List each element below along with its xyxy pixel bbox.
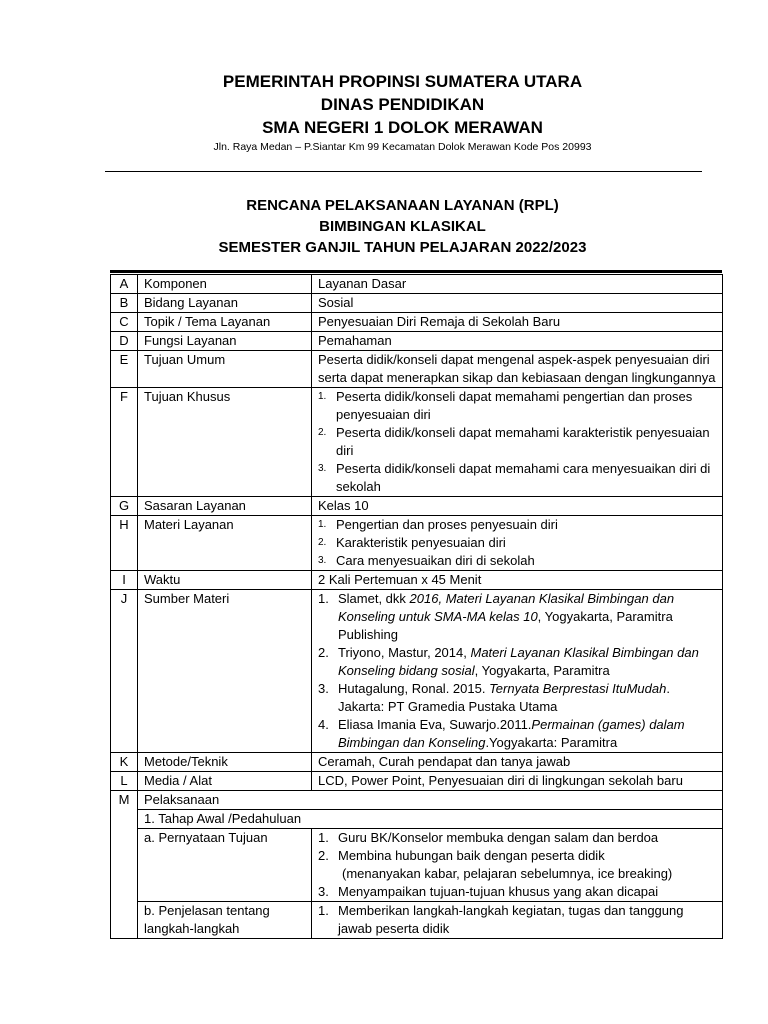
materi-list <box>318 516 716 570</box>
table-row <box>111 294 723 313</box>
penjelasan-list <box>318 902 716 938</box>
row-value <box>312 902 723 939</box>
table-row <box>111 332 723 351</box>
ref-title: Materi Layanan Klasikal Bimbingan dan Konseling bidang sosial <box>338 645 699 678</box>
list-number: 1. <box>318 591 329 606</box>
list-text: Peserta didik/konseli dapat memahami karakteristik penyesuaian diri <box>336 425 710 458</box>
document-title <box>100 195 705 258</box>
row-label: Sumber Materi <box>138 590 312 753</box>
row-code: C <box>111 313 138 332</box>
list-item <box>318 847 716 865</box>
list-number: 3. <box>318 463 327 474</box>
row-label: Komponen <box>138 275 312 294</box>
list-item <box>318 388 716 424</box>
row-code: H <box>111 516 138 571</box>
table-row <box>111 772 723 791</box>
list-text: (menanyakan kabar, pelajaran sebelumnya, ice breaking) <box>342 866 673 881</box>
list-text: Guru BK/Konselor membuka dengan salam dan berdoa <box>338 830 659 845</box>
ref-author: Triyono, Mastur, 2014, <box>338 645 471 660</box>
list-item <box>318 534 716 552</box>
row-code: D <box>111 332 138 351</box>
list-text: Peserta didik/konseli dapat memahami pengertian dan proses penyesuaian diri <box>336 389 693 422</box>
row-label: Tujuan Umum <box>138 351 312 388</box>
row-value: LCD, Power Point, Penyesuaian diri di lingkungan sekolah baru <box>312 772 723 791</box>
table-row <box>111 791 723 810</box>
list-text: Peserta didik/konseli dapat memahami cara menyesuaikan diri di sekolah <box>336 461 711 494</box>
title-line-2: BIMBINGAN KLASIKAL <box>319 218 486 235</box>
letterhead-address: Jln. Raya Medan – P.Siantar Km 99 Kecamatan Dolok Merawan Kode Pos 20993 <box>213 141 592 153</box>
ref-year: 2016, <box>409 591 446 606</box>
row-value: Sosial <box>312 294 723 313</box>
row-label: Topik / Tema Layanan <box>138 313 312 332</box>
row-code: I <box>111 571 138 590</box>
row-code: K <box>111 753 138 772</box>
letterhead <box>100 70 705 154</box>
table-row <box>111 516 723 571</box>
row-label: Materi Layanan <box>138 516 312 571</box>
list-text: Membina hubungan baik dengan peserta didik <box>338 848 605 863</box>
list-item <box>318 460 716 496</box>
list-number: 3. <box>318 555 327 566</box>
row-code: G <box>111 497 138 516</box>
list-number: 2. <box>318 427 327 438</box>
list-item <box>318 552 716 570</box>
table-row <box>111 275 723 294</box>
row-value <box>312 590 723 753</box>
row-code: E <box>111 351 138 388</box>
table-row <box>111 571 723 590</box>
row-label: Sasaran Layanan <box>138 497 312 516</box>
list-text: Memberikan langkah-langkah kegiatan, tugas dan tanggung jawab peserta didik <box>338 903 684 936</box>
table-row <box>111 313 723 332</box>
ref-title: Ternyata Berprestasi ItuMudah <box>489 681 667 696</box>
list-item <box>318 590 716 644</box>
row-label: Waktu <box>138 571 312 590</box>
ref-publisher: , Yogyakarta, Paramitra <box>474 663 610 678</box>
table-row <box>111 351 723 388</box>
list-text: Karakteristik penyesuaian diri <box>336 535 506 550</box>
row-value: Kelas 10 <box>312 497 723 516</box>
sub-label <box>138 829 312 902</box>
ref-publisher: . Jakarta: PT Gramedia Pustaka Utama <box>338 681 670 714</box>
sub-label-text: b. Penjelasan tentang langkah-langkah <box>144 903 270 936</box>
letterhead-divider <box>105 171 702 172</box>
row-label: Bidang Layanan <box>138 294 312 313</box>
table-row <box>111 388 723 497</box>
letterhead-line-3: SMA NEGERI 1 DOLOK MERAWAN <box>262 118 543 137</box>
table-row <box>111 902 723 939</box>
row-code: F <box>111 388 138 497</box>
list-item <box>318 680 716 716</box>
sub-label-text: a. Pernyataan Tujuan <box>144 830 268 845</box>
list-number: 1. <box>318 391 327 402</box>
ref-author: Slamet, dkk <box>338 591 410 606</box>
row-code: J <box>111 590 138 753</box>
ref-publisher: , Yogyakarta, Paramitra Publishing <box>338 609 673 642</box>
row-value: Ceramah, Curah pendapat dan tanya jawab <box>312 753 723 772</box>
ref-author: Hutagalung, Ronal. 2015. <box>338 681 490 696</box>
list-item <box>318 424 716 460</box>
sub-label <box>138 902 312 939</box>
stage-heading: 1. Tahap Awal /Pedahuluan <box>138 810 723 829</box>
row-value <box>312 388 723 497</box>
list-number: 3. <box>318 681 329 696</box>
list-number: 3. <box>318 884 329 899</box>
ref-author: Eliasa Imania Eva, Suwarjo.2011. <box>338 717 532 732</box>
letterhead-line-2: DINAS PENDIDIKAN <box>320 95 485 114</box>
row-label: Fungsi Layanan <box>138 332 312 351</box>
row-value <box>312 829 723 902</box>
row-code: M <box>111 791 138 939</box>
list-number: 1. <box>318 519 327 530</box>
list-number: 2. <box>318 645 329 660</box>
list-number: 2. <box>318 537 327 548</box>
list-number: 2. <box>318 848 329 863</box>
list-item <box>318 829 716 847</box>
row-label: Metode/Teknik <box>138 753 312 772</box>
title-line-3: SEMESTER GANJIL TAHUN PELAJARAN 2022/2023 <box>218 239 587 256</box>
list-text: Pengertian dan proses penyesuain diri <box>336 517 558 532</box>
table-row <box>111 810 723 829</box>
list-number: 1. <box>318 830 329 845</box>
table-row <box>111 753 723 772</box>
list-item <box>318 865 716 883</box>
table-row <box>111 829 723 902</box>
pernyataan-tujuan-list <box>318 829 716 901</box>
list-item <box>318 644 716 680</box>
rpl-table <box>110 274 723 939</box>
ref-publisher: .Yogyakarta: Paramitra <box>485 735 618 750</box>
table-row <box>111 497 723 516</box>
row-value: Layanan Dasar <box>312 275 723 294</box>
list-number: 1. <box>318 903 329 918</box>
row-value: Penyesuaian Diri Remaja di Sekolah Baru <box>312 313 723 332</box>
row-value: Pemahaman <box>312 332 723 351</box>
list-item <box>318 516 716 534</box>
title-line-1: RENCANA PELAKSANAAN LAYANAN (RPL) <box>246 197 559 214</box>
tujuan-khusus-list <box>318 388 716 496</box>
row-value: Peserta didik/konseli dapat mengenal aspek-aspek penyesuaian diri serta dapat menerapkan sikap dan kebiasaan dengan lingkungannya <box>312 351 723 388</box>
list-text: Cara menyesuaikan diri di sekolah <box>336 553 535 568</box>
row-code: B <box>111 294 138 313</box>
letterhead-line-1: PEMERINTAH PROPINSI SUMATERA UTARA <box>222 72 583 91</box>
row-code: A <box>111 275 138 294</box>
list-number: 4. <box>318 717 329 732</box>
list-text: Menyampaikan tujuan-tujuan khusus yang akan dicapai <box>338 884 659 899</box>
list-item <box>318 883 716 901</box>
list-item <box>318 716 716 752</box>
row-code: L <box>111 772 138 791</box>
row-label: Pelaksanaan <box>138 791 723 810</box>
row-value <box>312 516 723 571</box>
row-value: 2 Kali Pertemuan x 45 Menit <box>312 571 723 590</box>
row-label: Media / Alat <box>138 772 312 791</box>
list-item <box>318 902 716 938</box>
table-top-border <box>110 270 722 273</box>
table-row <box>111 590 723 753</box>
ref-title: Materi Layanan Klasikal Bimbingan dan Konseling untuk SMA-MA kelas 10 <box>338 591 675 624</box>
sumber-materi-list <box>318 590 716 752</box>
row-label: Tujuan Khusus <box>138 388 312 497</box>
ref-title: Permainan (games) dalam Bimbingan dan Konseling <box>338 717 685 750</box>
